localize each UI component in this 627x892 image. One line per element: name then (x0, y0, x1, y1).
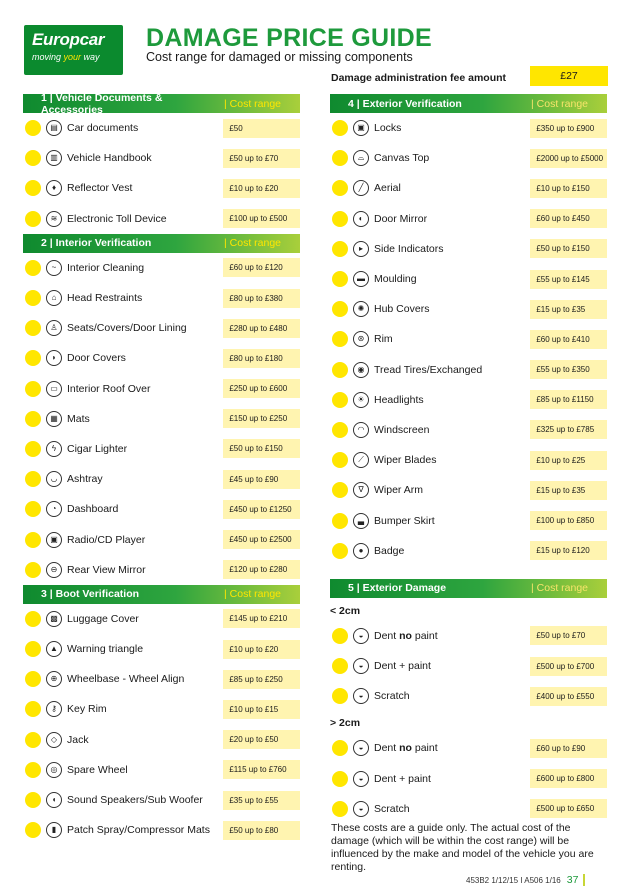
item-price: £280 up to £480 (223, 319, 300, 338)
list-item (23, 204, 300, 234)
right-column (330, 94, 607, 824)
list-item (330, 415, 607, 445)
rim-icon: ⊛ (353, 331, 369, 347)
item-label: Wiper Arm (374, 484, 424, 497)
item-label: Rear View Mirror (67, 563, 146, 576)
spare-wheel-icon: ◎ (46, 762, 62, 778)
list-item (23, 173, 300, 203)
item-price: £15 up to £120 (530, 541, 607, 560)
item-label: Dent + paint (374, 772, 431, 785)
checkbox-circle[interactable] (332, 241, 348, 257)
page-subtitle: Cost range for damaged or missing components (146, 50, 413, 64)
section-title: 1 | Vehicle Documents & Accessories (41, 91, 163, 116)
item-label: Interior Roof Over (67, 382, 151, 395)
list-item (23, 694, 300, 724)
section-list-boot-verification (23, 604, 300, 846)
item-price: £55 up to £350 (530, 360, 607, 379)
logo-name: Europcar (32, 30, 105, 49)
item-price: £80 up to £380 (223, 289, 300, 308)
checkbox-circle[interactable] (25, 501, 41, 517)
list-item (23, 494, 300, 524)
list-item (23, 604, 300, 634)
checkbox-circle[interactable] (332, 180, 348, 196)
list-item (23, 634, 300, 664)
checkbox-circle[interactable] (25, 260, 41, 276)
item-price: £325 up to £785 (530, 420, 607, 439)
item-price: £50 (223, 119, 300, 138)
checkbox-circle[interactable] (25, 320, 41, 336)
admin-fee-value: £27 (530, 66, 608, 86)
toll-icon: ≋ (46, 211, 62, 227)
item-price: £35 up to £55 (223, 791, 300, 810)
item-label: Patch Spray/Compressor Mats (67, 824, 210, 837)
checkbox-circle[interactable] (332, 688, 348, 704)
checkbox-circle[interactable] (332, 150, 348, 166)
list-item (330, 445, 607, 475)
size-group-heading: > 2cm (330, 717, 361, 730)
checkbox-circle[interactable] (25, 120, 41, 136)
section-cost-label: | Cost range (224, 97, 282, 110)
checkbox-circle[interactable] (25, 471, 41, 487)
item-label: Windscreen (374, 423, 430, 436)
jack-icon: ◇ (46, 732, 62, 748)
list-item (23, 283, 300, 313)
section-header-exterior-damage (330, 579, 607, 598)
item-label: Reflector Vest (67, 182, 133, 195)
triangle-icon: ▲ (46, 641, 62, 657)
radio-icon: ▣ (46, 532, 62, 548)
item-label: Moulding (374, 273, 417, 286)
checkbox-circle[interactable] (25, 671, 41, 687)
hub-cover-icon: ✺ (353, 301, 369, 317)
item-price: £450 up to £2500 (223, 530, 300, 549)
badge-icon: ● (353, 543, 369, 559)
list-item (23, 555, 300, 585)
list-item (330, 113, 607, 143)
list-item (23, 374, 300, 404)
list-item (23, 464, 300, 494)
item-price: £50 up to £150 (530, 239, 607, 258)
item-label: Locks (374, 122, 402, 135)
item-price: £250 up to £600 (223, 379, 300, 398)
list-item (23, 785, 300, 815)
checkbox-circle[interactable] (332, 628, 348, 644)
item-price: £50 up to £80 (223, 821, 300, 840)
checkbox-circle[interactable] (25, 641, 41, 657)
canvas-top-icon: ⌓ (353, 150, 369, 166)
list-item (330, 173, 607, 203)
list-item (330, 385, 607, 415)
item-price: £350 up to £900 (530, 119, 607, 138)
checkbox-circle[interactable] (25, 562, 41, 578)
item-price: £150 up to £250 (223, 409, 300, 428)
list-item (330, 324, 607, 354)
list-item (23, 815, 300, 845)
size-group-heading: < 2cm (330, 604, 361, 617)
list-item (330, 681, 607, 711)
item-price: £120 up to £280 (223, 560, 300, 579)
list-item (330, 621, 607, 651)
item-price: £60 up to £120 (223, 258, 300, 277)
item-price: £10 up to £15 (223, 700, 300, 719)
section-cost-label: | Cost range (531, 97, 589, 110)
roof-icon: ▭ (46, 381, 62, 397)
list-item (23, 143, 300, 173)
wiper-arm-icon: ∇ (353, 482, 369, 498)
item-label: Sound Speakers/Sub Woofer (67, 794, 203, 807)
door-icon: ◗ (46, 350, 62, 366)
indicator-icon: ▸ (353, 241, 369, 257)
list-item (330, 536, 607, 566)
item-price: £500 up to £700 (530, 657, 607, 676)
item-price: £55 up to £145 (530, 270, 607, 289)
checkbox-circle[interactable] (332, 658, 348, 674)
seat-icon: ♙ (46, 320, 62, 336)
wiper-blade-icon: ⟋ (353, 452, 369, 468)
checkbox-circle[interactable] (332, 331, 348, 347)
item-label: Vehicle Handbook (67, 152, 152, 165)
item-price: £85 up to £250 (223, 670, 300, 689)
checkbox-circle[interactable] (332, 513, 348, 529)
item-label: Mats (67, 412, 90, 425)
item-label: Head Restraints (67, 292, 143, 305)
spray-icon: ▮ (46, 822, 62, 838)
section-title: 4 | Exterior Verification (348, 97, 462, 110)
item-label: Hub Covers (374, 303, 430, 316)
item-price: £60 up to £410 (530, 330, 607, 349)
checkbox-circle[interactable] (25, 290, 41, 306)
item-label: Side Indicators (374, 242, 444, 255)
checkbox-circle[interactable] (25, 701, 41, 717)
section-header-exterior-verification (330, 94, 607, 113)
list-item (330, 475, 607, 505)
item-price: £80 up to £180 (223, 349, 300, 368)
item-label: Cigar Lighter (67, 442, 128, 455)
checkbox-circle[interactable] (332, 771, 348, 787)
bumper-icon: ▃ (353, 513, 369, 529)
list-item (23, 524, 300, 554)
item-price: £60 up to £90 (530, 739, 607, 758)
door-mirror-icon: ◐ (353, 211, 369, 227)
checkbox-circle[interactable] (25, 350, 41, 366)
section-cost-label: | Cost range (224, 237, 282, 250)
checkbox-circle[interactable] (25, 180, 41, 196)
checkbox-circle[interactable] (332, 452, 348, 468)
checkbox-circle[interactable] (25, 732, 41, 748)
list-item (330, 264, 607, 294)
lock-icon: ▣ (353, 120, 369, 136)
item-price: £600 up to £800 (530, 769, 607, 788)
wheel-align-icon: ⊕ (46, 671, 62, 687)
mirror-icon: ⊖ (46, 562, 62, 578)
section-cost-label: | Cost range (224, 588, 282, 601)
item-price: £145 up to £210 (223, 609, 300, 628)
item-price: £10 up to £20 (223, 179, 300, 198)
checkbox-circle[interactable] (25, 611, 41, 627)
cleaning-icon: ~ (46, 260, 62, 276)
left-column (23, 91, 300, 845)
list-item (330, 234, 607, 264)
section-header-boot-verification (23, 585, 300, 604)
list-item (330, 505, 607, 535)
checkbox-circle[interactable] (332, 482, 348, 498)
item-label: Seats/Covers/Door Lining (67, 322, 187, 335)
item-label: Ashtray (67, 473, 103, 486)
item-label: Headlights (374, 393, 424, 406)
section-list-exterior-verification (330, 113, 607, 566)
dashboard-icon: ◔ (46, 501, 62, 517)
page-footer (466, 874, 585, 886)
checkbox-circle[interactable] (25, 762, 41, 778)
windscreen-icon: ◠ (353, 422, 369, 438)
dent-icon: ◒ (353, 628, 369, 644)
checkbox-circle[interactable] (25, 792, 41, 808)
checkbox-circle[interactable] (25, 441, 41, 457)
item-label: Dent + paint (374, 660, 431, 673)
headrest-icon: ⌂ (46, 290, 62, 306)
list-item (23, 434, 300, 464)
list-item (23, 343, 300, 373)
item-label: Bumper Skirt (374, 514, 435, 527)
item-label: Spare Wheel (67, 763, 128, 776)
checkbox-circle[interactable] (332, 362, 348, 378)
checkbox-circle[interactable] (332, 301, 348, 317)
disclaimer-note: These costs are a guide only. The actual cost of the damage (which will be within the cost range) will be influenced by the make and model of the vehicle you are renting. (331, 822, 594, 873)
item-label: Canvas Top (374, 152, 430, 165)
list-item (330, 294, 607, 324)
list-item (330, 204, 607, 234)
headlight-icon: ☀ (353, 392, 369, 408)
item-label: Jack (67, 733, 89, 746)
logo-tagline: moving your way (32, 52, 100, 62)
item-price: £100 up to £500 (223, 209, 300, 228)
page-number: 37 (567, 874, 586, 886)
item-label: Dent no paint (374, 742, 438, 755)
section-title: 5 | Exterior Damage (348, 582, 447, 595)
list-item (330, 794, 607, 824)
item-label: Scratch (374, 802, 410, 815)
item-label: Warning triangle (67, 643, 144, 656)
item-price: £50 up to £70 (530, 626, 607, 645)
item-price: £85 up to £1150 (530, 390, 607, 409)
page-title: DAMAGE PRICE GUIDE (146, 24, 432, 52)
list-item (330, 764, 607, 794)
dent-icon: ◒ (353, 740, 369, 756)
item-price: £50 up to £70 (223, 149, 300, 168)
item-label: Dashboard (67, 503, 119, 516)
tire-icon: ◉ (353, 362, 369, 378)
ashtray-icon: ◡ (46, 471, 62, 487)
list-item (330, 355, 607, 385)
item-price: £500 up to £650 (530, 799, 607, 818)
item-label: Door Covers (67, 352, 126, 365)
item-price: £60 up to £450 (530, 209, 607, 228)
list-item (23, 664, 300, 694)
section-header-vehicle-documents (23, 91, 300, 116)
section-header-interior-verification (23, 234, 300, 253)
book-icon: ▥ (46, 150, 62, 166)
moulding-icon: ▬ (353, 271, 369, 287)
section-list-vehicle-documents (23, 113, 300, 234)
list-item (330, 651, 607, 681)
item-label: Rim (374, 333, 393, 346)
item-price: £45 up to £90 (223, 470, 300, 489)
item-price: £2000 up to £5000 (530, 149, 607, 168)
item-label: Interior Cleaning (67, 261, 145, 274)
checkbox-circle[interactable] (25, 381, 41, 397)
checkbox-circle[interactable] (332, 120, 348, 136)
speaker-icon: ◖ (46, 792, 62, 808)
checkbox-circle[interactable] (332, 211, 348, 227)
aerial-icon: ╱ (353, 180, 369, 196)
list-item (330, 733, 607, 763)
item-label: Car documents (67, 122, 139, 135)
section-list-exterior-damage (330, 602, 607, 824)
footer-reference: 453B2 1/12/15 I A506 1/16 (466, 875, 561, 885)
checkbox-circle[interactable] (25, 411, 41, 427)
list-item (23, 313, 300, 343)
section-title: 3 | Boot Verification (41, 588, 140, 601)
list-item (23, 113, 300, 143)
section-list-interior-verification (23, 253, 300, 585)
checkbox-circle[interactable] (332, 422, 348, 438)
item-price: £20 up to £50 (223, 730, 300, 749)
vest-icon: ♦ (46, 180, 62, 196)
dent-icon: ◒ (353, 658, 369, 674)
checkbox-circle[interactable] (25, 150, 41, 166)
list-item (23, 755, 300, 785)
list-item (23, 253, 300, 283)
checkbox-circle[interactable] (332, 801, 348, 817)
item-label: Door Mirror (374, 212, 428, 225)
list-item (330, 143, 607, 173)
item-price: £450 up to £1250 (223, 500, 300, 519)
dent-icon: ◒ (353, 771, 369, 787)
europcar-logo (24, 25, 123, 75)
checkbox-circle[interactable] (25, 211, 41, 227)
admin-fee-label: Damage administration fee amount (331, 72, 507, 84)
item-label: Electronic Toll Device (67, 212, 167, 225)
dent-icon: ◒ (353, 801, 369, 817)
item-label: Badge (374, 544, 405, 557)
item-price: £15 up to £35 (530, 300, 607, 319)
item-label: Luggage Cover (67, 612, 139, 625)
checkbox-circle[interactable] (332, 392, 348, 408)
checkbox-circle[interactable] (25, 822, 41, 838)
checkbox-circle[interactable] (332, 740, 348, 756)
checkbox-circle[interactable] (25, 532, 41, 548)
item-price: £400 up to £550 (530, 687, 607, 706)
item-price: £10 up to £20 (223, 640, 300, 659)
item-price: £115 up to £760 (223, 760, 300, 779)
item-label: Tread Tires/Exchanged (374, 363, 483, 376)
item-label: Key Rim (67, 703, 107, 716)
item-price: £10 up to £25 (530, 451, 607, 470)
item-price: £15 up to £35 (530, 481, 607, 500)
item-price: £50 up to £150 (223, 439, 300, 458)
item-price: £100 up to £850 (530, 511, 607, 530)
dent-icon: ◒ (353, 688, 369, 704)
item-price: £10 up to £150 (530, 179, 607, 198)
luggage-icon: ▩ (46, 611, 62, 627)
section-cost-label: | Cost range (531, 582, 589, 595)
section-title: 2 | Interior Verification (41, 237, 152, 250)
mat-icon: ▦ (46, 411, 62, 427)
document-icon: ▤ (46, 120, 62, 136)
item-label: Wheelbase - Wheel Align (67, 673, 185, 686)
item-label: Aerial (374, 182, 401, 195)
list-item (23, 404, 300, 434)
list-item (23, 725, 300, 755)
item-label: Radio/CD Player (67, 533, 146, 546)
item-label: Scratch (374, 690, 410, 703)
item-label: Wiper Blades (374, 454, 437, 467)
lighter-icon: ϟ (46, 441, 62, 457)
checkbox-circle[interactable] (332, 271, 348, 287)
item-label: Dent no paint (374, 629, 438, 642)
key-icon: ⚷ (46, 701, 62, 717)
checkbox-circle[interactable] (332, 543, 348, 559)
